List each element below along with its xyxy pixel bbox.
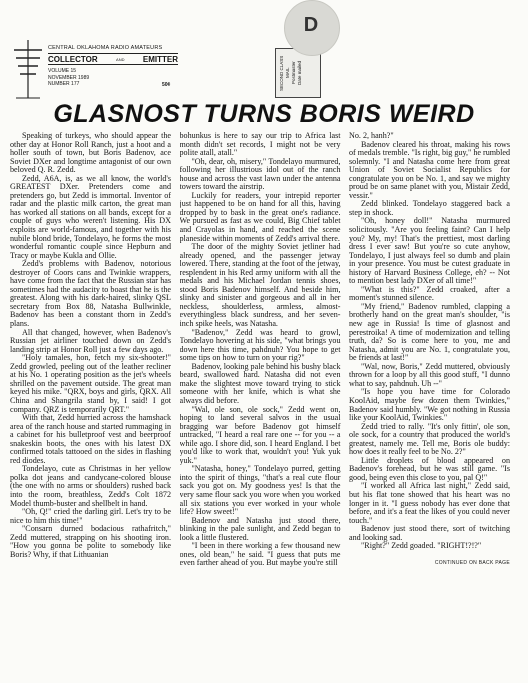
article-paragraph: Luckily for readers, your intrepid reporter just happened to be on hand for all this, having dropped by to bask in the great one's radiance. We pursued as fast as we could, Big Chief tablet and Crayolas in hand, and reached the scene planeside within moments of Zedd's arrival there. <box>179 190 341 243</box>
article-paragraph: "Holy tamales, hon, fetch my six-shooter!" Zedd growled, peeling out of the leather recliner at his No. 1 operating position as the jet's wheels shrilled on the pavement outside. The great man keyed his mike. "QRX, boys and girls, QRX. All China and Shangrila stand by, I said! I got company. QRZ is temporarily QRT." <box>10 353 171 414</box>
article-paragraph: "My friend," Badenov rumbled, clapping a brotherly hand on the great man's shoulder, "is new age in Russia! Is time of glasnost and perestroika! A time of modernization and telling truth, da? So is come here to you, me and Natasha, admit you are No. 1, congratulate you, be friends at last!" <box>349 301 510 363</box>
continued-note: CONTINUED ON BACK PAGE <box>434 559 510 566</box>
article-paragraph: Zedd, A6A, is, as we all know, the world's GREATEST DXer. Pretenders come and pretenders go, but Zedd is immortal. Inventor of radar and the plastic milk carton, the great man has worked all stations on all bands, except for a couple of guys who weren't listening. His DX exploits are world-famous, and together with his nubile blond bride, Tondelayo, he forms the most wonderful romantic couple since Hepburn and Tracy or maybe Kukla and Ollie. <box>10 173 171 260</box>
stamp-line: SECOND CLASS MAIL <box>279 55 290 91</box>
article-paragraph: "Right?" Zedd goaded. "RIGHT!?!?" <box>361 541 482 551</box>
article-paragraph: "Natasha, honey," Tondelayo purred, getting into the spirit of things, "that's a real cute flour sack you got on. My goodness yes! Is that the very same flour sack you wore when you worked all six stations you ever worked in your whole life? How sweet!" <box>179 464 341 517</box>
stamp-line: Postmaster <box>291 61 296 85</box>
article-paragraph: The door of the mighty Soviet jetliner had already opened, and the passenger jetway lowered. There, standing at the foot of the jetway, resplendent in his Red army uniform with all the medals and his Michael Jordan tennis shoes, stood Boris Badenov himself. And beside him, slinky and sinister and gorgeous and all in her neckless, shoulderless, armless, almost-everythingless black sundress, and her seven-inch spike heels, was Natasha. <box>179 242 341 329</box>
issue-volume: VOLUME 15 <box>48 68 77 74</box>
organization-name: CENTRAL OKLAHOMA RADIO AMATEURS <box>48 45 163 51</box>
article-headline: GLASNOST TURNS BORIS WEIRD <box>53 100 475 128</box>
article-column-1 <box>10 132 171 677</box>
issue-number: NUMBER 177 <box>48 81 80 87</box>
article-paragraph: "Badenov," Zedd was heard to growl, Tondelayo hovering at his side, "what brings you down here this time, pahdnuh? You hope to get some tips on how to turn on your rig?" <box>179 327 341 363</box>
article-paragraph: bohunkus is here to say our trip to Africa last month didn't set records, I might not be very polite atall, atall." <box>179 132 341 158</box>
d-letter-logo: D <box>303 14 319 36</box>
article-paragraph: Badenov, looking pale behind his bushy black beard, swallowed hard. Natasha did not even make the slightest move toward trying to stick someone with her knife, which is what she always did before. <box>179 361 341 405</box>
article-paragraph: "Oh, honey doll!" Natasha murmured solicitously. "Are you feeling faint? Can I help you? My, my! That's the prettiest, most darling dress I ever saw! But you're so cute anyhow, Tondelayo, I just always feel so dumb and plain in your presence. You must be cutest graduate in history of Harvard Business College, eh? -- Not to mention best lady DXer of all time!" <box>349 216 510 286</box>
issue-info <box>48 68 178 88</box>
antenna-tower-icon <box>10 38 46 100</box>
title-and: AND <box>116 56 125 62</box>
article-column-3 <box>349 132 510 677</box>
newsletter-title <box>48 53 178 65</box>
title-collector: COLLECTOR <box>48 54 98 64</box>
title-emitter: EMITTER <box>142 54 178 64</box>
article-paragraph: Zedd blinked. Tondelayo staggered back a step in shock. <box>349 199 510 217</box>
article-paragraph: Tondelayo, cute as Christmas in her yellow polka dot jeans and candycane-colored blouse (the one with no arms or shoulders) rushed back into the room, breathless, Zedd's Colt 1872 Model thumb-buster and shellbelt in hand. <box>10 464 171 508</box>
article-paragraph: Badenov cleared his throat, making his rows of medals tremble. "Is right, big guy," he rumbled solemnly. "I and Natasha come here from great Union of Soviet Socialist Republics for congratulate you on be No. 1, and say we mighty proud be on same planet with you, Mistair Zedd, vessir." <box>349 139 510 200</box>
article-paragraph: Badenov just stood there, sort of twitching and looking sad. <box>349 524 510 542</box>
article-paragraph: "I worked all Africa last night," Zedd said, but his flat tone showed that his heart was no longer in it. "I guess nobody has ever done that before, and it's a feat the likes of you could never touch." <box>349 481 510 525</box>
article-paragraph: Badenov and Natasha just stood there, blinking in the pale sunlight, and Zedd began to look a little flustered. <box>179 515 341 542</box>
article-paragraph: Zedd's problems with Badenov, notorious destroyer of Coors cans and Twinkie wrappers, have come from the fact that the Russian star has sometimes had the audacity to boast that he is the greatest. Along with his dark-haired, slinky QSL secretary from Box 88, Natasha Bullwinkle, Badenov has been a constant thorn in Zedd's plans. <box>10 259 171 329</box>
article-paragraph: "Is hope you have time for Colorado KoolAid, maybe few dozen them Twinkies," Badenov said humbly. "We got nothing in Russia like your KoolAid, Twinkies." <box>349 387 510 423</box>
article-paragraph: "Wal, ole son, ole sock," Zedd went on, hoping to land several salvos in the usual bragging war before Badenov got himself untracked, "I heard a real rare one -- for you -- a while ago. I shore did, son. I heard England. I bet you'd like to work that, wouldn't you! Yuk yuk yuk." <box>179 404 341 465</box>
article-paragraph: "Oh, Q!" cried the darling girl. Let's try to be nice to him this time!" <box>10 507 171 525</box>
postal-stamp-text <box>279 53 317 93</box>
issue-price: 50¢ <box>162 82 171 88</box>
article-paragraph: "Consarn durned bodacious rathafritch," Zedd muttered, strapping on his shooting iron. "How you gonna be polite to somebody like Boris? Why, if that Lithuanian <box>10 524 171 559</box>
article-paragraph: All that changed, however, when Badenov's Russian jet airliner touched down on Zedd's landing strip at Honor Roll just a few days ago. <box>10 327 171 354</box>
article-column-2 <box>180 132 341 677</box>
article-paragraph: "Oh, dear, oh, misery," Tondelayo murmured, following her illustrious idol out of the ranch house and across the vast lawn under the antenna towers toward the airstrip. <box>179 156 341 192</box>
stamp-line: Date mailed <box>297 61 302 86</box>
article-paragraph: Little droplets of blood appeared on Badenov's forehead, but he was still game. "Is good, being even this close to you, pal Q!" <box>349 455 510 482</box>
article-paragraph: Speaking of turkeys, who should appear the other day at Honor Roll Ranch, just a hoot and a holler south of town, but Boris Badenov, ace Soviet DXer and longtime antagonist of our own beloved Q. R. Zedd. <box>10 132 171 175</box>
article-paragraph: "What is this?" Zedd croaked, after a moment's stunned silence. <box>349 284 510 303</box>
article-paragraph: With that, Zedd hurried across the hamshack area of the ranch house and started rummaging in a cabinet for his bulletproof vest and beerproof snakeskin boots, the ones with his latest DX confirmed totals tattooed on the sides in flashing red diodes. <box>10 413 171 465</box>
issue-date: NOVEMBER 1989 <box>48 74 90 81</box>
article-body <box>10 132 510 677</box>
article-paragraph: No. 2, hanh?" <box>349 132 394 140</box>
article-paragraph: "Wal, now, Boris," Zedd muttered, obviously thrown for a loop by all this good stuff, "I dunno what to say, pahdnuh. Uh --" <box>349 361 510 388</box>
article-paragraph: Zedd tried to rally. "It's only fittin', ole son, ole sock, for a country that produced the world's greatest, namely me. Tell me, Boris ole buddy: how does it really feel to be No. 2?" <box>349 421 510 457</box>
article-paragraph: "I been in there working a few thousand new ones, old bean," he said. "I guess that puts me even farther ahead of you. But maybe you're still <box>179 541 341 568</box>
masthead <box>10 18 500 98</box>
